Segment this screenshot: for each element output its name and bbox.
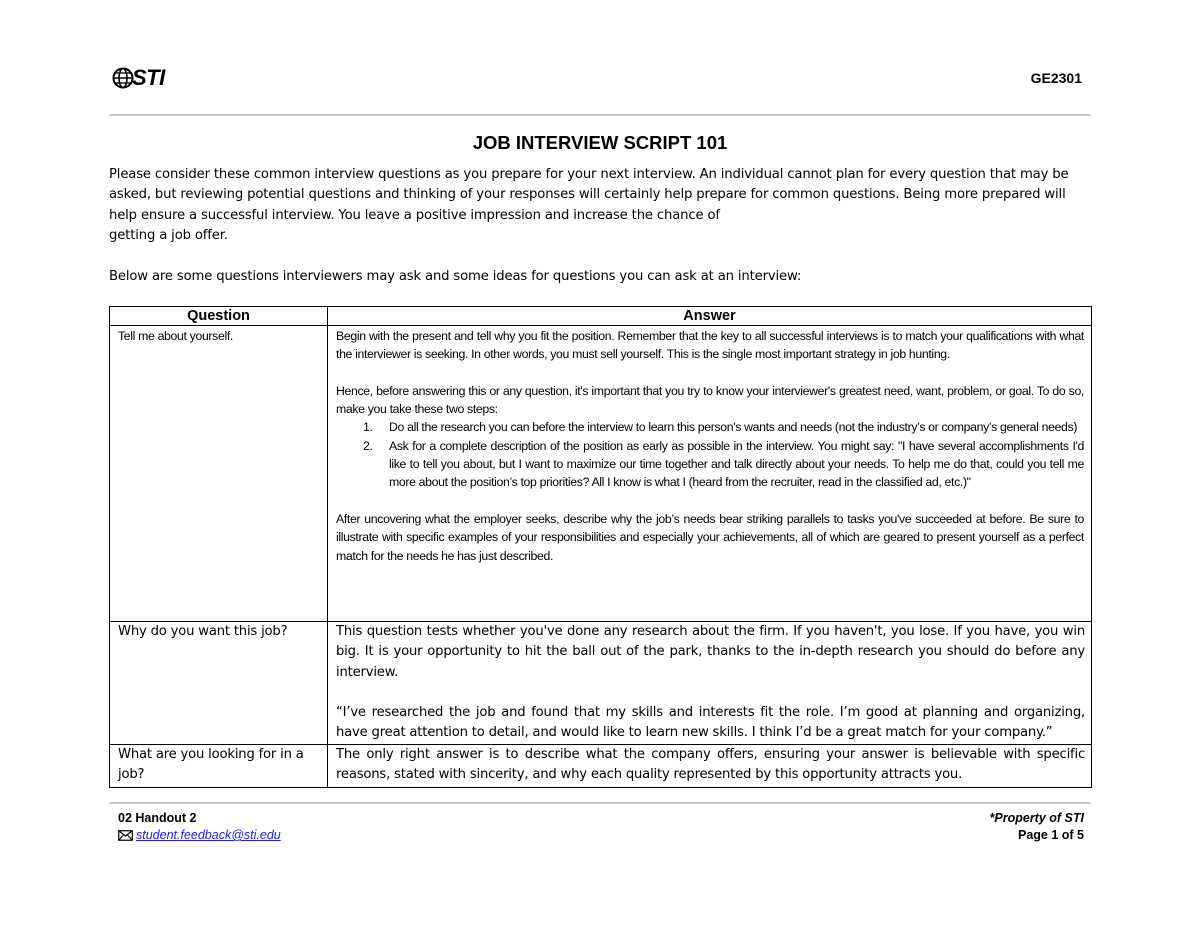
envelope-icon [118, 830, 133, 841]
answer-paragraph: “I’ve researched the job and found that my skills and interests fit the role. I’m good at planning and organizing, have great attention to detail, and would like to learn new skills. I think I’d be a great match for your company.” [336, 705, 1085, 741]
course-code: GE2301 [1030, 70, 1082, 86]
answer-paragraph: Hence, before answering this or any question, it's important that you try to know your interviewer's greatest need, want, problem, or goal. To do so, make you take these two steps: [336, 383, 1084, 417]
handout-label: 02 Handout 2 [118, 811, 197, 825]
answer-cell [328, 745, 1092, 788]
logo-text: STI [132, 65, 165, 90]
answer-paragraph: Begin with the present and tell why you fit the position. Remember that the key to all successful interviews is to match your qualifications with what the interviewer is seeking. In other words, you must sell yourself. This is the single most important strategy in job hunting. [336, 329, 1084, 362]
question-cell: Why do you want this job? [110, 622, 328, 745]
column-header-question: Question [110, 307, 328, 326]
table-header-row [110, 307, 1092, 326]
question-cell: What are you looking for in a job? [110, 745, 328, 788]
column-header-answer: Answer [328, 307, 1092, 326]
footer-email-row [118, 827, 281, 844]
list-item-text: Do all the research you can before the interview to learn this person's wants and needs (not the industry’s or company’s general needs) [389, 420, 1078, 435]
intro-line: be asked, but reviewing potential questions and thinking of your responses will certainly help prepare for common questions. Being more prepared [109, 167, 1069, 203]
table-row [110, 622, 1092, 745]
table-row [110, 326, 1092, 622]
list-number: 1. [363, 420, 373, 435]
list-item-text: Ask for a complete description of the position as early as possible in the interview. You might say: "I have several accomplishments I'd like to tell you about, but I want to maximize our time together and talk directly about your needs. To help me do that, could you tell me more about the position’s top priorities? All I know is what I (heard from the recruiter, read in the classified ad, etc.)" [389, 438, 1084, 490]
intro-section [109, 165, 1093, 287]
intro-line: Please consider these common interview questions as you prepare for your next interview. An individual cannot plan for every question that may [109, 167, 1049, 182]
footer-divider [109, 802, 1091, 804]
sti-globe-icon [112, 67, 134, 89]
list-number: 2. [363, 438, 373, 453]
answer-cell [328, 622, 1092, 745]
list-item [336, 418, 1084, 436]
answer-paragraph: The only right answer is to describe what the company offers, ensuring your answer is believable with specific reasons, stated with sincerity, and why each quality represented by this opportunity attracts you. [336, 747, 1085, 783]
answer-paragraph: This question tests whether you've done any research about the firm. If you haven't, you lose. If you have, you win big. It is your opportunity to hit the ball out of the park, thanks to the in-depth research you should do before any interview. [336, 624, 1085, 680]
page-number: Page 1 of 5 [1018, 828, 1084, 842]
sti-logo [112, 64, 165, 92]
property-label: *Property of STI [989, 811, 1084, 825]
table-row [110, 745, 1092, 788]
intro-line: getting a job offer. [109, 227, 228, 243]
answer-cell [328, 326, 1092, 622]
list-item [336, 437, 1084, 492]
steps-list [336, 418, 1084, 491]
intro-line: will help ensure a successful interview. You leave a positive impression and increase the chance of [109, 187, 1066, 223]
interview-qa-table [109, 306, 1092, 788]
footer-left [118, 810, 281, 844]
footer-right [990, 810, 1084, 844]
lead-in-text: Below are some questions interviewers may ask and some ideas for questions you can ask at an interview: [109, 269, 802, 285]
header-divider [109, 114, 1091, 116]
answer-paragraph: After uncovering what the employer seeks, describe why the job’s needs bear striking parallels to tasks you've succeeded at before. Be sure to illustrate with specific examples of your responsibilities and especially your achievements, all of which are geared to present yourself as a perfect match for the needs he has just described. [336, 511, 1084, 563]
intro-paragraph [109, 165, 1093, 246]
question-cell: Tell me about yourself. [110, 326, 328, 622]
feedback-email-link[interactable]: student.feedback@sti.edu [136, 828, 281, 842]
page-title: JOB INTERVIEW SCRIPT 101 [472, 132, 728, 153]
